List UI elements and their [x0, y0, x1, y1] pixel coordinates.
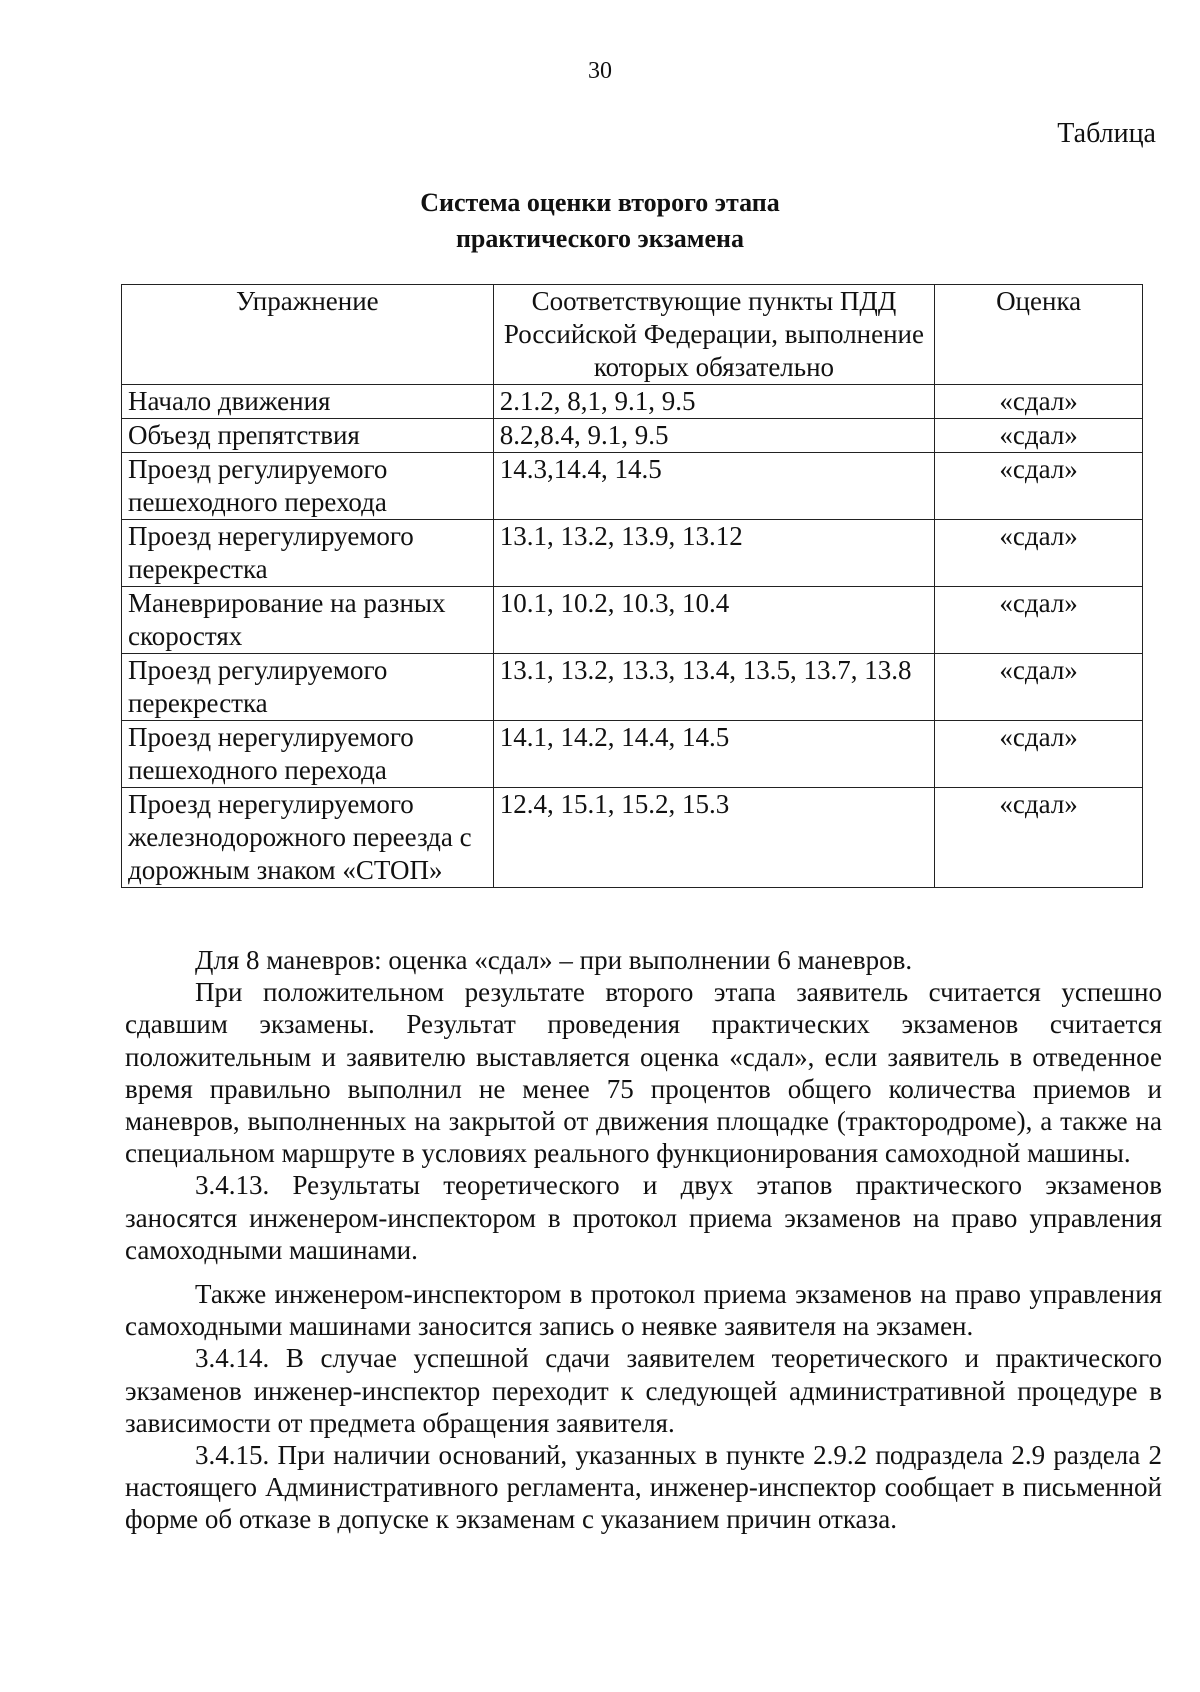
header-grade: Оценка [935, 285, 1143, 385]
traffic-rules-cell: 12.4, 15.1, 15.2, 15.3 [493, 788, 935, 888]
table-title [0, 185, 1200, 257]
paragraph: 3.4.15. При наличии оснований, указанных в пункте 2.9.2 подраздела 2.9 раздела 2 настоящего Административного регламента, инженер-инспектор сообщает в письменной форме об отказе в допуске к экзаменам с указанием причин отказа. [125, 1440, 1162, 1535]
grade-cell: «сдал» [935, 587, 1143, 654]
paragraph: При положительном результате второго этапа заявитель считается успешно сдавшим экзамены. Результат проведения практических экзаменов считается положительным и заявителю выставляется оценка «сдал», если заявитель в отведенное время правильно выполнил не менее 75 процентов общего количества приемов и маневров, выполненных на закрытой от движения площадке (трактородроме), а также на специальном маршруте в условиях реального функционирования самоходной машины. [125, 977, 1162, 1169]
table-row [122, 453, 1143, 520]
table-row [122, 587, 1143, 654]
header-exercise: Упражнение [122, 285, 494, 385]
table-row [122, 419, 1143, 453]
table-row [122, 654, 1143, 721]
traffic-rules-cell: 8.2,8.4, 9.1, 9.5 [493, 419, 935, 453]
grade-cell: «сдал» [935, 788, 1143, 888]
paragraph: 3.4.13. Результаты теоретического и двух этапов практического экзаменов заносятся инженером-инспектором в протокол приема экзаменов на право управления самоходными машинами. [125, 1170, 1162, 1265]
table-row [122, 385, 1143, 419]
exercise-cell: Проезд регулируемого перекрестка [122, 654, 494, 721]
table-label: Таблица [1057, 118, 1156, 149]
grade-cell: «сдал» [935, 520, 1143, 587]
paragraph: 3.4.14. В случае успешной сдачи заявителем теоретического и практического экзаменов инженер-инспектор переходит к следующей административной процедуре в зависимости от предмета обращения заявителя. [125, 1343, 1162, 1438]
traffic-rules-cell: 14.1, 14.2, 14.4, 14.5 [493, 721, 935, 788]
grade-cell: «сдал» [935, 419, 1143, 453]
grading-table [121, 284, 1143, 888]
table-row [122, 721, 1143, 788]
exercise-cell: Маневрирование на разных скоростях [122, 587, 494, 654]
grade-cell: «сдал» [935, 453, 1143, 520]
grade-cell: «сдал» [935, 385, 1143, 419]
traffic-rules-cell: 14.3,14.4, 14.5 [493, 453, 935, 520]
exercise-cell: Объезд препятствия [122, 419, 494, 453]
traffic-rules-cell: 13.1, 13.2, 13.9, 13.12 [493, 520, 935, 587]
grade-cell: «сдал» [935, 721, 1143, 788]
exercise-cell: Проезд нерегулируемого пешеходного перехода [122, 721, 494, 788]
table-title-line-1: Система оценки второго этапа [420, 188, 780, 217]
traffic-rules-cell: 13.1, 13.2, 13.3, 13.4, 13.5, 13.7, 13.8 [493, 654, 935, 721]
grade-cell: «сдал» [935, 654, 1143, 721]
paragraph: Для 8 маневров: оценка «сдал» – при выполнении 6 маневров. [195, 945, 913, 975]
exercise-cell: Проезд нерегулируемого железнодорожного переезда с дорожным знаком «СТОП» [122, 788, 494, 888]
table-row [122, 520, 1143, 587]
traffic-rules-cell: 10.1, 10.2, 10.3, 10.4 [493, 587, 935, 654]
body-text [125, 944, 1162, 1536]
exercise-cell: Проезд нерегулируемого перекрестка [122, 520, 494, 587]
table-header-row [122, 285, 1143, 385]
table-row [122, 788, 1143, 888]
paragraph: Также инженером-инспектором в протокол приема экзаменов на право управления самоходными машинами заносится запись о неявке заявителя на экзамен. [125, 1279, 1162, 1342]
header-traffic-rules: Соответствующие пункты ПДД Российской Федерации, выполнение которых обязательно [493, 285, 935, 385]
exercise-cell: Проезд регулируемого пешеходного перехода [122, 453, 494, 520]
exercise-cell: Начало движения [122, 385, 494, 419]
page-number: 30 [588, 58, 612, 84]
traffic-rules-cell: 2.1.2, 8,1, 9.1, 9.5 [493, 385, 935, 419]
table-title-line-2: практического экзамена [455, 224, 745, 253]
